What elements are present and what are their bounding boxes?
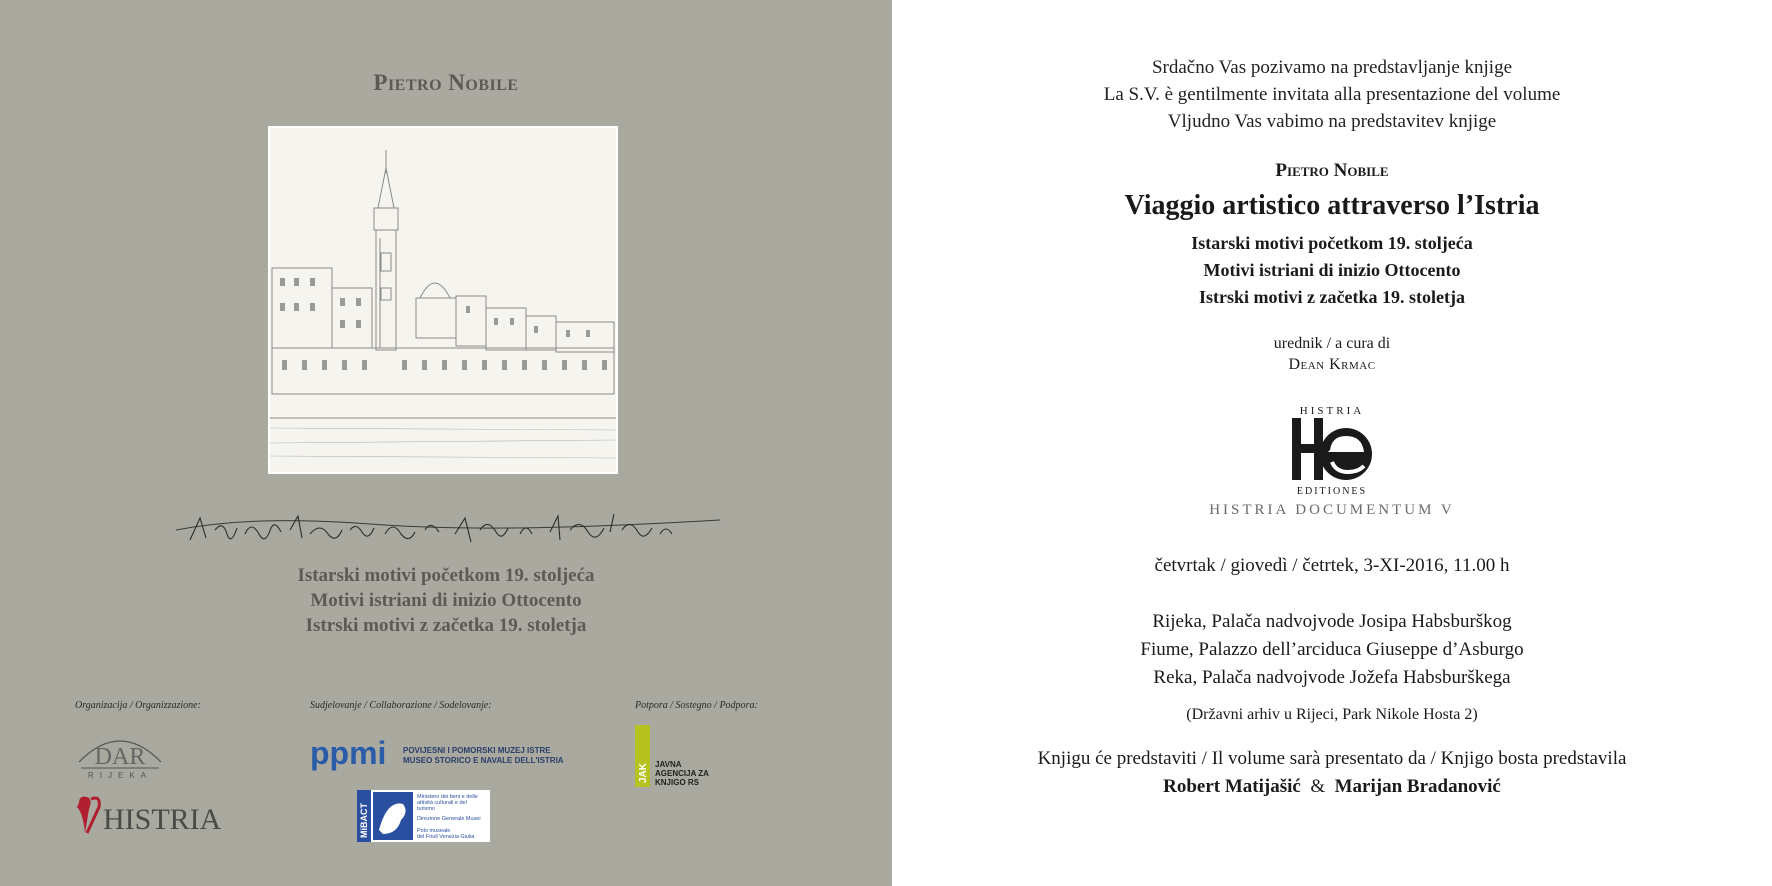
support-label: Potpora / Sostegno / Podpora: bbox=[635, 700, 758, 711]
invitation-line-sl: Vljudno Vas vabimo na predstavitev knjige bbox=[1167, 111, 1497, 132]
ppmi-logo-mark: ppmi bbox=[310, 735, 387, 771]
mibact-logo-mark: MiBACT bbox=[359, 803, 369, 838]
venue-line-hr: Rijeka, Palača nadvojvode Josipa Habsburškog bbox=[1152, 611, 1512, 632]
presenter-1: Robert Matijašić bbox=[1163, 776, 1301, 797]
editor-name: Dean Krmac bbox=[1288, 356, 1376, 373]
he-logo-bottom: EDITIONES bbox=[1296, 486, 1368, 497]
mibact-line1: Ministero dei beni e delle bbox=[417, 794, 478, 800]
presenter-ampersand: & bbox=[1310, 776, 1326, 797]
mibact-line2: attività culturali e del bbox=[417, 800, 467, 806]
dar-logo-text: DAR bbox=[94, 744, 146, 770]
jak-line3: KNJIGO RS bbox=[655, 778, 700, 787]
presenter-2: Marijan Bradanović bbox=[1334, 776, 1501, 797]
collaboration-label: Sudjelovanje / Collaborazione / Sodelovanje: bbox=[310, 700, 492, 711]
histria-logo bbox=[75, 793, 250, 839]
book-author: Pietro Nobile bbox=[1275, 160, 1389, 181]
town-sketch-illustration bbox=[270, 128, 616, 472]
event-venue bbox=[892, 608, 1772, 692]
book-subtitle-it: Motivi istriani di inizio Ottocento bbox=[1203, 260, 1461, 280]
presenters bbox=[892, 776, 1772, 798]
cover-sketch-image bbox=[268, 126, 618, 474]
mibact-line4: Direzione Generale Musei bbox=[417, 816, 481, 822]
cover-subtitles bbox=[0, 563, 892, 638]
book-subtitle-hr: Istarski motivi početkom 19. stoljeća bbox=[1191, 233, 1473, 253]
book-subtitles bbox=[892, 230, 1772, 311]
jak-line1: JAVNA bbox=[655, 760, 682, 769]
invitation-panel bbox=[892, 0, 1772, 886]
mibact-line5: Polo museale bbox=[417, 828, 451, 834]
cover-handwritten-title bbox=[170, 500, 730, 560]
editor-label: urednik / a cura di bbox=[1273, 335, 1391, 352]
book-title: Viaggio artistico attraverso l’Istria bbox=[1124, 190, 1540, 221]
organization-label: Organizacija / Organizzazione: bbox=[75, 700, 201, 711]
he-logo-top: HISTRIA bbox=[1299, 405, 1365, 417]
mibact-line3: turismo bbox=[417, 806, 436, 812]
dar-logo-sub: RIJEKA bbox=[87, 771, 153, 780]
event-date: četvrtak / giovedì / četrtek, 3-XI-2016, 11.00 h bbox=[1154, 555, 1510, 576]
mibact-logo bbox=[357, 790, 490, 842]
venue-line-it: Fiume, Palazzo dell’arciduca Giuseppe d’Asburgo bbox=[1140, 639, 1524, 660]
ppmi-logo-line2: MUSEO STORICO E NAVALE DELL'ISTRIA bbox=[403, 756, 564, 765]
cover-author: Pietro Nobile bbox=[373, 70, 519, 95]
dar-logo bbox=[75, 728, 165, 780]
venue-address: (Državni arhiv u Rijeci, Park Nikole Hosta 2) bbox=[1186, 706, 1478, 723]
ppmi-logo-line1: POVIJESNI I POMORSKI MUZEJ ISTRE bbox=[403, 746, 551, 755]
invitation-greeting bbox=[892, 54, 1772, 135]
book-subtitle-sl: Istrski motivi z začetka 19. stoletja bbox=[1199, 287, 1465, 307]
presented-by-label: Knjigu će predstaviti / Il volume sarà presentato da / Knjigo bosta predstavila bbox=[1037, 748, 1627, 769]
jak-logo bbox=[635, 725, 715, 787]
invitation-line-it: La S.V. è gentilmente invitata alla presentazione del volume bbox=[1103, 84, 1561, 105]
invitation-line-hr: Srdačno Vas pozivamo na predstavljanje knjige bbox=[1151, 57, 1513, 78]
cover-subtitle-it: Motivi istriani di inizio Ottocento bbox=[310, 590, 582, 611]
cover-subtitle-sl: Istrski motivi z začetka 19. stoletja bbox=[305, 615, 587, 636]
jak-logo-mark: JAK bbox=[638, 762, 649, 783]
histria-logo-text: HISTRIA bbox=[103, 803, 222, 836]
cover-subtitle-hr: Istarski motivi početkom 19. stoljeća bbox=[297, 565, 595, 586]
series-name: HISTRIA DOCUMENTUM V bbox=[1209, 502, 1455, 518]
histria-editiones-logo bbox=[1284, 404, 1380, 496]
ppmi-logo bbox=[310, 735, 564, 771]
mibact-line6: del Friuli Venezia Giulia bbox=[417, 834, 475, 840]
jak-line2: AGENCIJA ZA bbox=[655, 769, 709, 778]
venue-line-sl: Reka, Palača nadvojvode Jožefa Habsburškega bbox=[1153, 667, 1511, 688]
